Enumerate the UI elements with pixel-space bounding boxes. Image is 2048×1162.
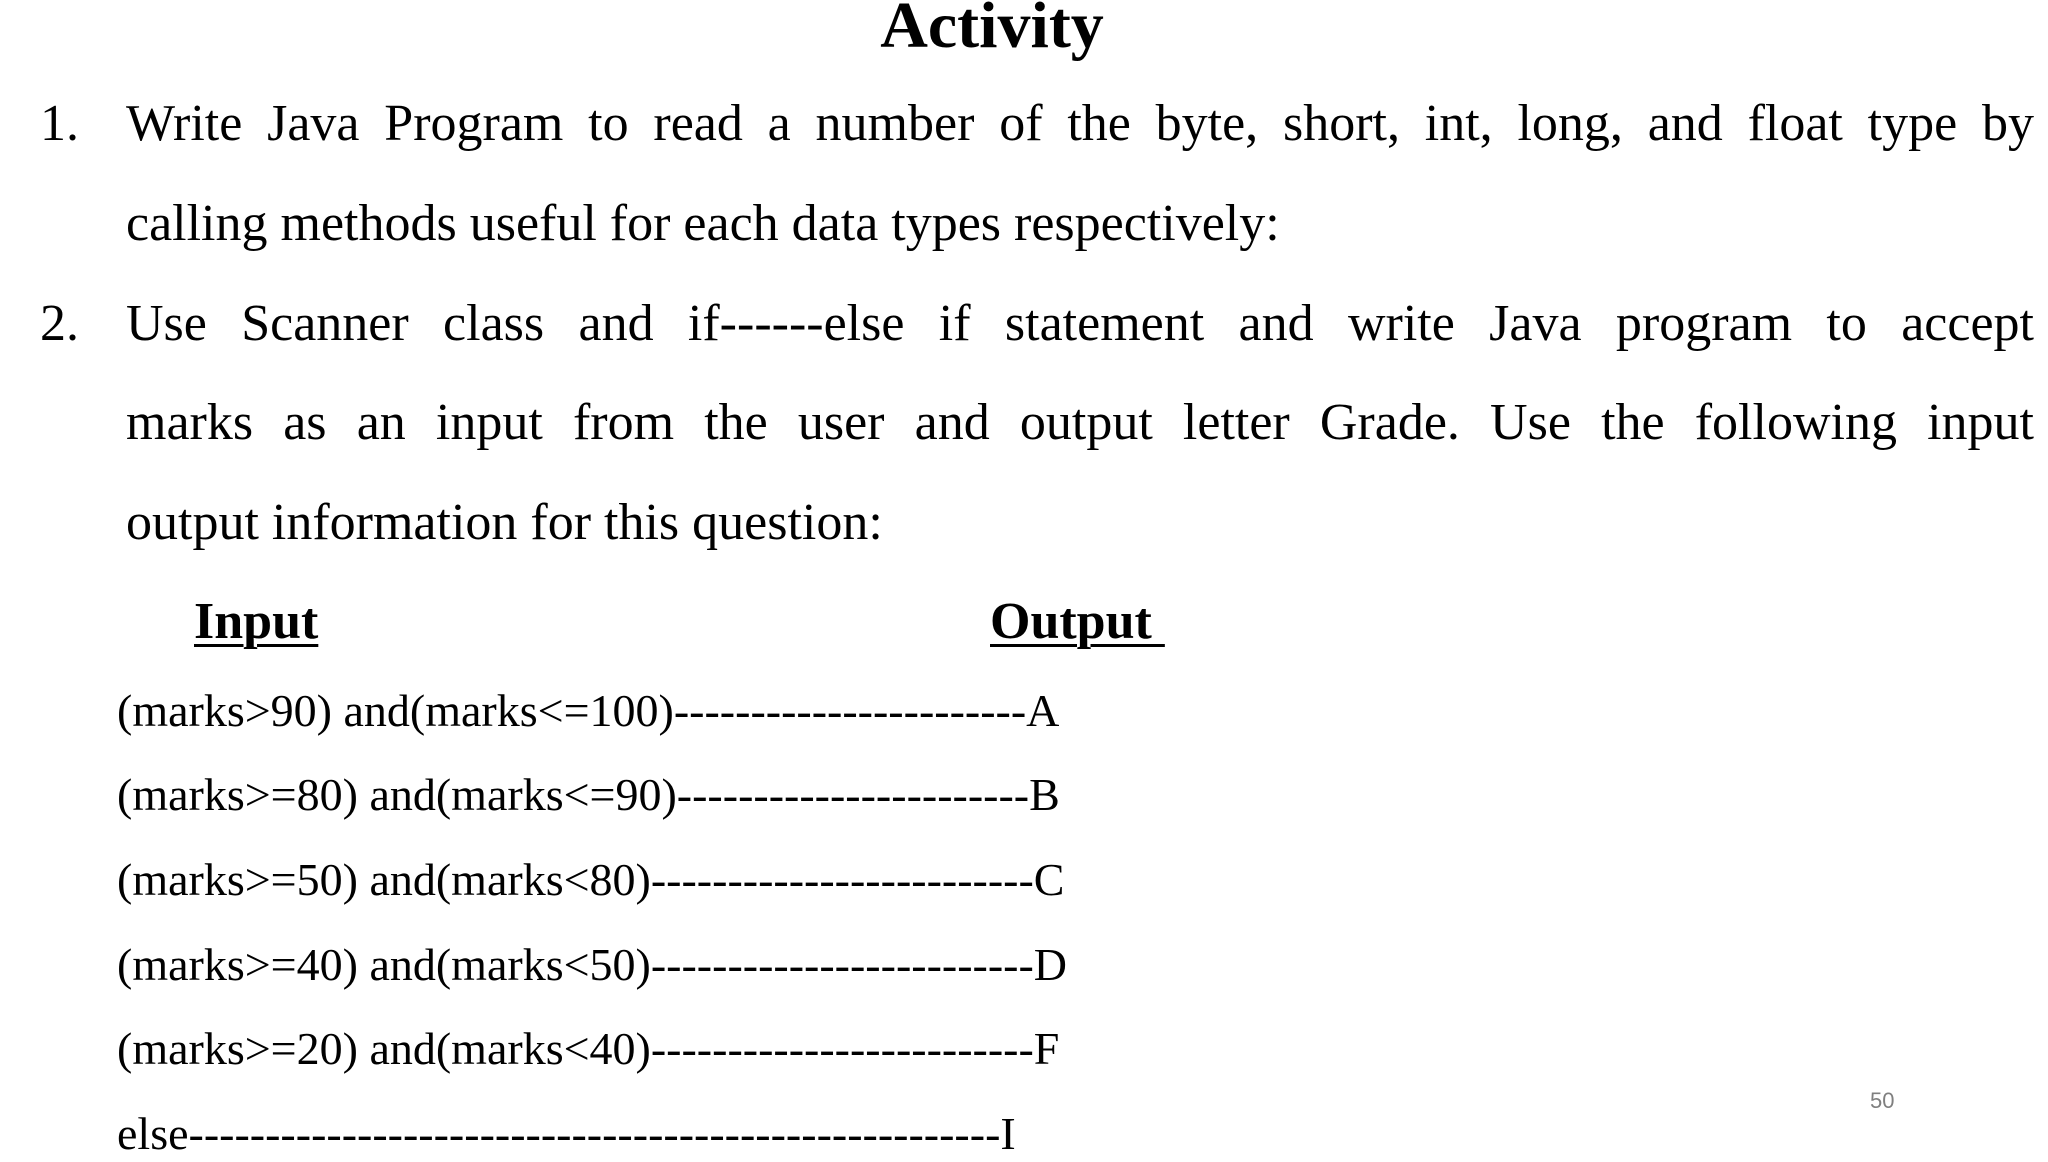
grade-row-c: (marks>=50) and(marks<80)-------------------------C [117, 854, 1065, 905]
grade-row-a: (marks>90) and(marks<=100)-----------------------A [117, 685, 1060, 736]
slide-title: Activity [880, 0, 1104, 62]
page-number: 50 [1870, 1088, 1895, 1113]
question-1-number: 1. [40, 95, 79, 152]
output-column-header: Output [990, 593, 1165, 650]
grade-row-d: (marks>=40) and(marks<50)-------------------------D [117, 939, 1068, 990]
question-2-line-1: Use Scanner class and if------else if statement and write Java program to accept [126, 295, 2034, 352]
question-1-line-1: Write Java Program to read a number of the byte, short, int, long, and float type by [126, 95, 2034, 152]
question-2-line-3: output information for this question: [126, 494, 883, 551]
input-column-header: Input [194, 593, 319, 650]
grade-row-f: (marks>=20) and(marks<40)-------------------------F [117, 1023, 1060, 1074]
question-2-number: 2. [40, 295, 79, 352]
grade-row-else: else-----------------------------------------------------I [117, 1108, 1016, 1159]
question-1-line-2: calling methods useful for each data types respectively: [126, 195, 1280, 252]
question-2-line-2: marks as an input from the user and output letter Grade. Use the following input [126, 394, 2034, 451]
grade-row-b: (marks>=80) and(marks<=90)-----------------------B [117, 769, 1060, 820]
